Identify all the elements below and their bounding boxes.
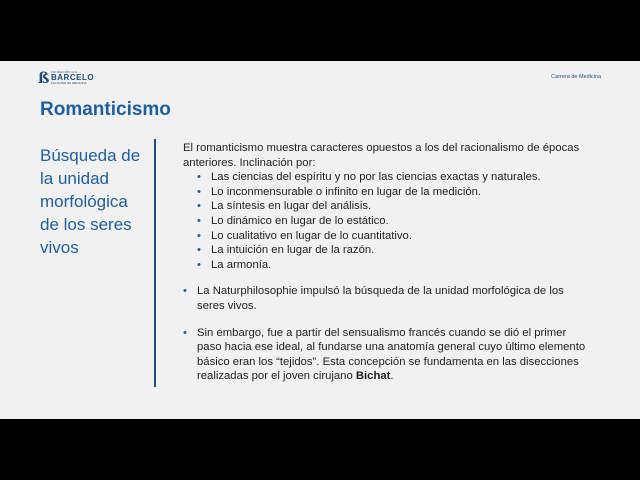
bichat-point xyxy=(183,326,593,384)
career-label: Carrera de Medicina xyxy=(551,74,601,80)
list-item-text: La intuición en lugar de la razón. xyxy=(211,244,375,257)
barcelo-logo xyxy=(38,69,94,87)
point-end: . xyxy=(390,370,394,383)
point-body: Sin embargo, fue a partir del sensualismo francés cuando se dió el primer paso hacia ese ideal, al fundarse una anatomía general cuyo último elemento básico eran los “tejidos”. Esta concepción se fundamenta en las disecciones realizadas por el joven cirujano xyxy=(197,326,586,383)
list-item-text: La armonía. xyxy=(211,258,272,271)
bullet-icon: • xyxy=(197,200,201,213)
list-item-text: Lo cualitativo en lugar de lo cuantitativo. xyxy=(211,229,412,242)
list-item xyxy=(197,185,593,200)
slide-title: Romanticismo xyxy=(40,99,171,120)
point-text: La Naturphilosophie impulsó la búsqueda de la unidad morfológica de los seres vivos. xyxy=(197,285,564,312)
naturphilosophie-point xyxy=(183,284,593,313)
list-item-text: Las ciencias del espíritu y no por las ciencias exactas y naturales. xyxy=(211,171,541,184)
intro-text: El romanticismo muestra caracteres opuestos a los del racionalismo de épocas anteriores. Inclinación por: xyxy=(183,142,580,169)
left-heading: Búsqueda de la unidad morfológica de los seres vivos xyxy=(40,146,141,257)
bullet-icon: • xyxy=(183,285,187,298)
inclination-list xyxy=(197,170,593,272)
bullet-icon: • xyxy=(197,185,201,198)
bichat-name: Bichat xyxy=(355,370,391,383)
list-item xyxy=(197,229,593,244)
bullet-icon: • xyxy=(197,258,201,271)
list-item xyxy=(197,214,593,229)
logo-b-icon: ß xyxy=(38,69,50,87)
bullet-icon: • xyxy=(183,326,187,339)
list-item xyxy=(197,199,593,214)
slide xyxy=(0,61,640,419)
slide-content xyxy=(183,141,593,384)
list-item xyxy=(197,258,593,273)
logo-text xyxy=(51,71,94,85)
list-item-text: Lo dinámico en lugar de lo estático. xyxy=(211,214,389,227)
point-text xyxy=(197,326,593,384)
bullet-icon: • xyxy=(197,229,201,242)
vertical-divider xyxy=(154,139,156,387)
bullet-icon: • xyxy=(197,171,201,184)
list-item xyxy=(197,170,593,185)
logo-name: BARCELO xyxy=(51,73,95,82)
bullet-icon: • xyxy=(197,244,201,257)
bullet-icon: • xyxy=(197,214,201,227)
logo-sub-text: FACULTAD DE MEDICINA xyxy=(51,81,87,85)
list-item-text: La síntesis en lugar del análisis. xyxy=(211,200,372,213)
list-item xyxy=(197,243,593,258)
list-item-text: Lo inconmensurable o infinito en lugar de la medición. xyxy=(211,185,482,198)
logo-top-text: FUNDACIÓN H.A. xyxy=(51,70,79,74)
